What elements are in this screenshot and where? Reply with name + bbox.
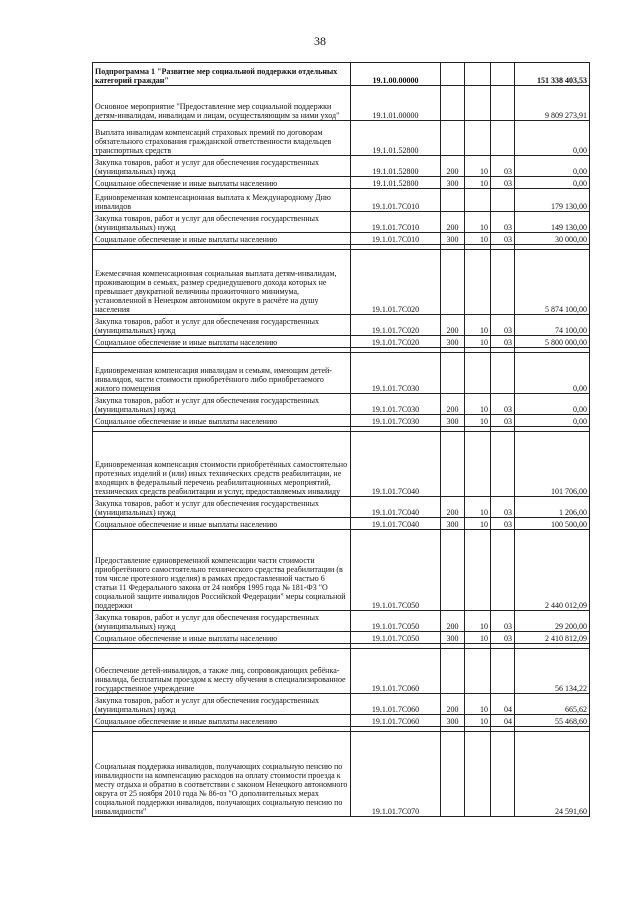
- row-amount: 100 500,00: [515, 518, 590, 530]
- row-name: Обеспечение детей-инвалидов, а также лиц, сопровождающих ребёнка-инвалида, бесплатным проездом к месту обучения в специализированное государственное учреждение: [93, 649, 351, 694]
- row-code: 19.1.01.7С010: [351, 233, 441, 245]
- table-row: [93, 212, 590, 233]
- row-code: 19.1.01.7С020: [351, 250, 441, 315]
- row-name: Основное мероприятие "Предоставление мер социальной поддержки детям-инвалидам, инвалидам и лицам, осуществляющим за ними уход": [93, 86, 351, 121]
- table-row: [93, 250, 590, 315]
- row-subsection: 03: [491, 156, 515, 177]
- row-amount: 2 410 812,09: [515, 632, 590, 644]
- row-section: [465, 353, 491, 394]
- row-section: 10: [465, 394, 491, 415]
- table-row: [93, 518, 590, 530]
- row-amount: 5 800 000,00: [515, 336, 590, 348]
- row-subsection: [491, 432, 515, 497]
- row-subsection: [491, 86, 515, 121]
- row-expense-type: 200: [441, 497, 465, 518]
- row-subsection: 03: [491, 518, 515, 530]
- row-subsection: 03: [491, 233, 515, 245]
- table-row: [93, 432, 590, 497]
- table-row: [93, 497, 590, 518]
- row-subsection: 03: [491, 497, 515, 518]
- row-code: 19.1.01.00000: [351, 86, 441, 121]
- row-section: [465, 732, 491, 817]
- row-subsection: 03: [491, 336, 515, 348]
- row-code: 19.1.01.7С050: [351, 611, 441, 632]
- row-expense-type: 300: [441, 415, 465, 427]
- row-expense-type: [441, 63, 465, 86]
- row-name: Единовременная компенсация инвалидам и семьям, имеющим детей-инвалидов, части стоимости приобретённого либо приобретаемого жилого помещения: [93, 353, 351, 394]
- row-name: Социальное обеспечение и иные выплаты населению: [93, 518, 351, 530]
- row-amount: 0,00: [515, 177, 590, 189]
- row-amount: 2 440 012,09: [515, 530, 590, 611]
- row-subsection: [491, 732, 515, 817]
- row-section: 10: [465, 233, 491, 245]
- row-expense-type: 200: [441, 611, 465, 632]
- row-section: [465, 649, 491, 694]
- row-expense-type: [441, 732, 465, 817]
- row-subsection: 03: [491, 611, 515, 632]
- table-row: [93, 336, 590, 348]
- table-row: [93, 177, 590, 189]
- row-code: 19.1.01.7С010: [351, 212, 441, 233]
- row-section: 10: [465, 315, 491, 336]
- row-expense-type: [441, 649, 465, 694]
- row-expense-type: 200: [441, 394, 465, 415]
- table-row: [93, 649, 590, 694]
- row-code: 19.1.01.52800: [351, 121, 441, 156]
- row-amount: 0,00: [515, 121, 590, 156]
- row-name: Закупка товаров, работ и услуг для обеспечения государственных (муниципальных) нужд: [93, 497, 351, 518]
- row-subsection: [491, 121, 515, 156]
- row-code: 19.1.01.7С030: [351, 394, 441, 415]
- row-expense-type: [441, 189, 465, 212]
- row-name: Единовременная компенсация стоимости приобретённых самостоятельно протезных изделий и (или) иных технических средств реабилитации, не входящих в федеральный перечень реабилитационных мероприятий, технических средств реабилитации и услуг, предоставляемых инвалиду: [93, 432, 351, 497]
- row-amount: 55 468,60: [515, 715, 590, 727]
- row-name: Социальное обеспечение и иные выплаты населению: [93, 715, 351, 727]
- table-row: [93, 156, 590, 177]
- row-code: 19.1.01.7С030: [351, 353, 441, 394]
- row-name: Социальное обеспечение и иные выплаты населению: [93, 177, 351, 189]
- row-name: Социальное обеспечение и иные выплаты населению: [93, 336, 351, 348]
- row-code: 19.1.01.7С060: [351, 694, 441, 715]
- row-section: 10: [465, 632, 491, 644]
- row-amount: 9 809 273,91: [515, 86, 590, 121]
- row-subsection: [491, 530, 515, 611]
- row-name: Закупка товаров, работ и услуг для обеспечения государственных (муниципальных) нужд: [93, 394, 351, 415]
- row-code: 19.1.01.7С070: [351, 732, 441, 817]
- row-subsection: 04: [491, 715, 515, 727]
- table-row: [93, 715, 590, 727]
- table-row: [93, 530, 590, 611]
- row-amount: 101 706,00: [515, 432, 590, 497]
- row-section: [465, 121, 491, 156]
- row-section: [465, 250, 491, 315]
- row-amount: 0,00: [515, 394, 590, 415]
- row-expense-type: 300: [441, 336, 465, 348]
- row-amount: 56 134,22: [515, 649, 590, 694]
- row-expense-type: [441, 432, 465, 497]
- row-code: 19.1.01.52800: [351, 156, 441, 177]
- row-expense-type: [441, 530, 465, 611]
- row-expense-type: 300: [441, 233, 465, 245]
- row-code: 19.1.01.52800: [351, 177, 441, 189]
- row-code: 19.1.01.7С020: [351, 315, 441, 336]
- row-subsection: [491, 250, 515, 315]
- row-expense-type: 300: [441, 177, 465, 189]
- row-subsection: 03: [491, 394, 515, 415]
- row-subsection: 04: [491, 694, 515, 715]
- table-row: [93, 415, 590, 427]
- table-row: [93, 632, 590, 644]
- row-subsection: 03: [491, 632, 515, 644]
- row-amount: 30 000,00: [515, 233, 590, 245]
- row-expense-type: [441, 353, 465, 394]
- row-name: Закупка товаров, работ и услуг для обеспечения государственных (муниципальных) нужд: [93, 611, 351, 632]
- row-name: Социальное обеспечение и иные выплаты населению: [93, 632, 351, 644]
- row-section: 10: [465, 694, 491, 715]
- table-row: [93, 315, 590, 336]
- row-expense-type: 300: [441, 632, 465, 644]
- row-expense-type: 300: [441, 715, 465, 727]
- row-name: Единовременная компенсационная выплата к Международному Дню инвалидов: [93, 189, 351, 212]
- row-expense-type: 200: [441, 156, 465, 177]
- row-name: Ежемесячная компенсационная социальная выплата детям-инвалидам, проживающим в семьях, размер среднедушевого дохода которых не превышает двукратной величины прожиточного минимума, установленной в Ненецком автономном округе в расчёте на душу населения: [93, 250, 351, 315]
- row-name: Закупка товаров, работ и услуг для обеспечения государственных (муниципальных) нужд: [93, 315, 351, 336]
- row-name: Социальная поддержка инвалидов, получающих социальную пенсию по инвалидности на компенсацию расходов на оплату стоимости проезда к месту отдыха и обратно в соответствии с законом Ненецкого автономного округа от 25 ноября 2010 года № 86-оз "О дополнительных мерах социальной поддержки инвалидов, получающих социальную пенсию по инвалидности": [93, 732, 351, 817]
- row-section: [465, 86, 491, 121]
- row-subsection: 03: [491, 315, 515, 336]
- table-row: [93, 611, 590, 632]
- row-amount: 0,00: [515, 415, 590, 427]
- row-expense-type: [441, 121, 465, 156]
- table-row: [93, 121, 590, 156]
- row-section: [465, 530, 491, 611]
- table-row: [93, 63, 590, 86]
- row-section: 10: [465, 715, 491, 727]
- row-section: 10: [465, 497, 491, 518]
- table-row: [93, 732, 590, 817]
- row-subsection: [491, 189, 515, 212]
- row-code: 19.1.01.7С030: [351, 415, 441, 427]
- row-section: 10: [465, 611, 491, 632]
- table-row: [93, 394, 590, 415]
- row-name: Закупка товаров, работ и услуг для обеспечения государственных (муниципальных) нужд: [93, 694, 351, 715]
- row-amount: 29 200,00: [515, 611, 590, 632]
- row-code: 19.1.01.7С040: [351, 497, 441, 518]
- row-name: Социальное обеспечение и иные выплаты населению: [93, 233, 351, 245]
- row-subsection: 03: [491, 212, 515, 233]
- row-subsection: 03: [491, 177, 515, 189]
- table-row: [93, 86, 590, 121]
- row-name: Выплата инвалидам компенсаций страховых премий по договорам обязательного страхования гражданской ответственности владельцев транспортных средств: [93, 121, 351, 156]
- row-amount: 665,62: [515, 694, 590, 715]
- row-code: 19.1.00.00000: [351, 63, 441, 86]
- row-section: 10: [465, 415, 491, 427]
- row-subsection: [491, 649, 515, 694]
- row-expense-type: 200: [441, 315, 465, 336]
- table-row: [93, 353, 590, 394]
- row-expense-type: [441, 250, 465, 315]
- row-amount: 0,00: [515, 353, 590, 394]
- row-code: 19.1.01.7С020: [351, 336, 441, 348]
- row-expense-type: 200: [441, 694, 465, 715]
- row-name: Социальное обеспечение и иные выплаты населению: [93, 415, 351, 427]
- row-amount: 24 591,60: [515, 732, 590, 817]
- row-amount: 151 338 403,53: [515, 63, 590, 86]
- row-name: Предоставление единовременной компенсации части стоимости приобретённого самостоятельно технического средства реабилитации (в том числе протезного изделия) в рамках предоставленной частью 6 статьи 11 Федерального закона от 24 ноября 1995 года № 181-ФЗ "О социальной защите инвалидов Российской Федерации" меры социальной поддержки: [93, 530, 351, 611]
- row-name: Закупка товаров, работ и услуг для обеспечения государственных (муниципальных) нужд: [93, 212, 351, 233]
- row-section: [465, 63, 491, 86]
- row-code: 19.1.01.7С010: [351, 189, 441, 212]
- row-subsection: [491, 63, 515, 86]
- row-subsection: [491, 353, 515, 394]
- row-code: 19.1.01.7С050: [351, 530, 441, 611]
- row-section: [465, 189, 491, 212]
- row-section: 10: [465, 336, 491, 348]
- row-section: [465, 432, 491, 497]
- row-amount: 74 100,00: [515, 315, 590, 336]
- row-expense-type: 300: [441, 518, 465, 530]
- row-code: 19.1.01.7С040: [351, 518, 441, 530]
- row-subsection: 03: [491, 415, 515, 427]
- row-code: 19.1.01.7С060: [351, 715, 441, 727]
- row-section: 10: [465, 156, 491, 177]
- row-expense-type: [441, 86, 465, 121]
- row-amount: 179 130,00: [515, 189, 590, 212]
- row-section: 10: [465, 177, 491, 189]
- row-code: 19.1.01.7С060: [351, 649, 441, 694]
- budget-table: [92, 62, 590, 817]
- page-number: 38: [314, 34, 326, 48]
- row-section: 10: [465, 212, 491, 233]
- row-name: Закупка товаров, работ и услуг для обеспечения государственных (муниципальных) нужд: [93, 156, 351, 177]
- row-code: 19.1.01.7С050: [351, 632, 441, 644]
- row-amount: 149 130,00: [515, 212, 590, 233]
- table-row: [93, 189, 590, 212]
- row-amount: 5 874 100,00: [515, 250, 590, 315]
- row-name: Подпрограмма 1 "Развитие мер социальной поддержки отдельных категорий граждан": [93, 63, 351, 86]
- row-amount: 1 206,00: [515, 497, 590, 518]
- row-code: 19.1.01.7С040: [351, 432, 441, 497]
- row-amount: 0,00: [515, 156, 590, 177]
- table-row: [93, 694, 590, 715]
- row-expense-type: 200: [441, 212, 465, 233]
- row-section: 10: [465, 518, 491, 530]
- table-row: [93, 233, 590, 245]
